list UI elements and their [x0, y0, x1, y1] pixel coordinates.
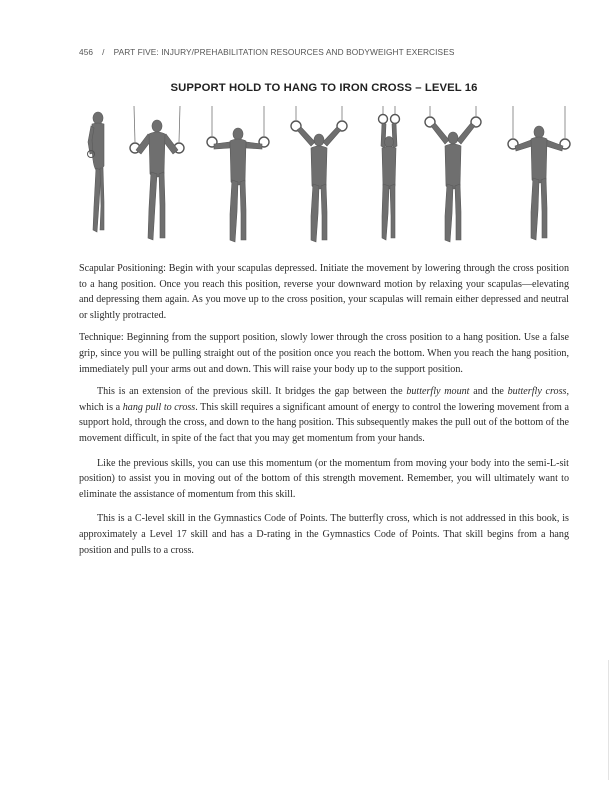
section-title: SUPPORT HOLD TO HANG TO IRON CROSS – LEVEL 16 — [170, 82, 478, 94]
figure-pull-up — [418, 106, 488, 246]
paragraph-scapular-positioning: Scapular Positioning: Begin with your scapulas depressed. Initiate the movement by lowering through the cross position to a hang position. Once you reach this position, reverse your downward motion by relaxing your scapulas—elevating and depressing them again. As you move up to the cross position, your scapulas will remain either depressed and neutral or slightly protracted. — [79, 263, 569, 321]
paragraph-extension — [79, 384, 569, 446]
figure-cross — [202, 106, 274, 246]
body-text — [79, 261, 569, 567]
paragraph-momentum: Like the previous skills, you can use this momentum (or the momentum from moving your body into the semi-L-sit position) to assist you in moving out of the bottom of this strength movement. Remember, you will ultimately want to eliminate the assistance of momentum from this skill. — [79, 457, 569, 500]
page-number: 456 — [79, 47, 94, 57]
figure-hang — [370, 106, 408, 246]
figure-support-hold — [82, 106, 112, 246]
running-header — [79, 47, 454, 57]
running-title: PART FIVE: INJURY/PREHABILITATION RESOURCES AND BODYWEIGHT EXERCISES — [113, 47, 455, 57]
figure-lowering — [122, 106, 192, 246]
header-separator: / — [102, 47, 105, 57]
paragraph-technique: Technique: Beginning from the support position, slowly lower through the cross position to a hang position. Use a false grip, since you will be pulling straight out of the position once you reach the bottom. When you reach the hang position, immediately pull your arms out and down. This will raise your body up to the support position. — [79, 332, 569, 375]
paragraph-code-of-points: This is a C-level skill in the Gymnastics Code of Points. The butterfly cross, which is not addressed in this book, is approximately a Level 17 skill and has a D-rating in the Gymnastics Code of Points. That skill begins from a hang position and pulls to a cross. — [79, 513, 569, 556]
p3-term-hang-pull-to-cross: hang pull to cross — [122, 401, 196, 413]
p3-text-2: and the — [469, 386, 508, 398]
figure-rising — [503, 106, 575, 246]
exercise-photo-strip — [0, 106, 615, 246]
p3-text-3: , which is a — [79, 386, 569, 413]
page-edge-line — [608, 660, 609, 780]
p3-term-butterfly-cross: butterfly cross — [507, 386, 567, 398]
figure-below-cross — [284, 106, 354, 246]
p3-term-butterfly-mount: butterfly mount — [406, 386, 470, 398]
p3-text-1: This is an extension of the previous skill. It bridges the gap between the — [97, 386, 407, 398]
p3-text-4: . This skill requires a significant amount of energy to control the lowering movement from a support hold, through the cross, and down to the hang position. This subsequently makes the pull out of the bottom of the movement difficult, in spite of the fact that you may get momentum from your hands. — [79, 401, 569, 444]
